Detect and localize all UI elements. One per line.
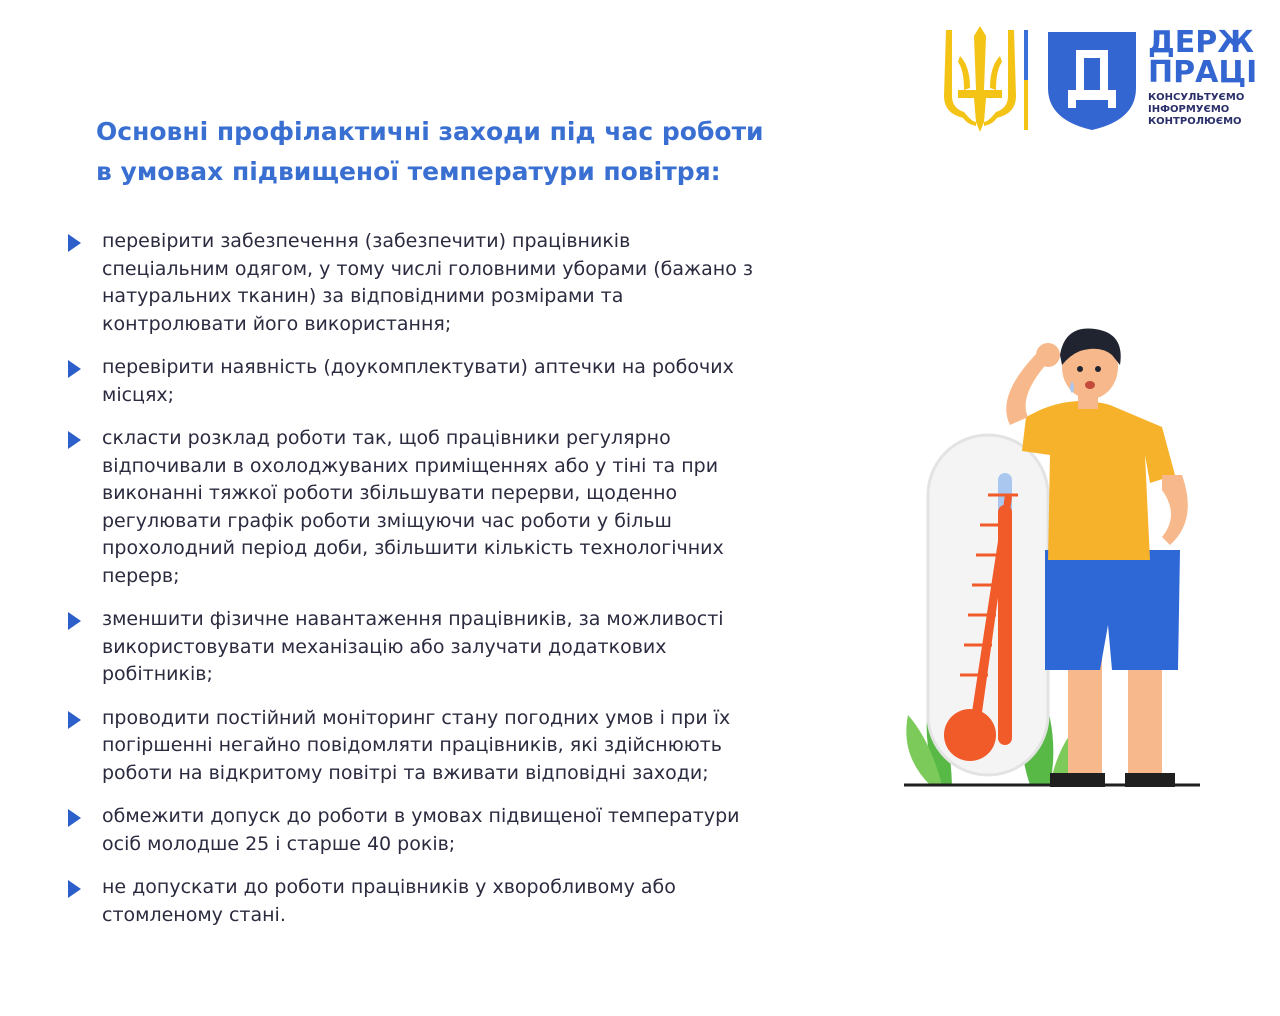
thermometer-icon — [928, 435, 1048, 775]
item-line: місцях; — [102, 383, 175, 406]
item-line: перерв; — [102, 564, 180, 587]
item-line: проводити постійний моніторинг стану погодних умов і при їх — [102, 706, 731, 729]
item-line: перевірити забезпечення (забезпечити) працівників — [102, 230, 631, 252]
item-line: перевірити наявність (доукомплектувати) аптечки на робочих — [102, 356, 734, 378]
list-item — [64, 803, 854, 858]
item-line: відпочивали в охолоджуваних приміщеннях або у тіні та при — [102, 454, 719, 477]
heat-illustration — [900, 325, 1210, 795]
list-item — [64, 874, 854, 929]
title-line-2: в умовах підвищеної температури повітря: — [96, 157, 721, 186]
item-line: прохолодний період доби, збільшити кількість технологічних — [102, 537, 724, 559]
item-line: не допускати до роботи працівників у хворобливому або — [102, 876, 676, 898]
bullet-arrow-icon — [68, 880, 81, 898]
list-item — [64, 354, 854, 409]
title-line-1: Основні профілактичні заходи під час роботи — [96, 117, 764, 146]
list-item — [64, 705, 854, 788]
logo-brand-line1: ДЕРЖ — [1148, 25, 1254, 60]
measures-list — [64, 228, 854, 945]
list-item — [64, 228, 854, 338]
bullet-arrow-icon — [68, 711, 81, 729]
item-line: стомленому стані. — [102, 903, 286, 926]
item-line: зменшити фізичне навантаження працівників, за можливості — [102, 608, 724, 630]
bullet-arrow-icon — [68, 431, 81, 449]
item-line: натуральних тканин) за відповідними розмірами та — [102, 285, 624, 307]
bullet-arrow-icon — [68, 360, 81, 378]
item-line: виконанні тяжкої роботи збільшувати перерви, щоденно — [102, 482, 678, 504]
page-title — [96, 112, 856, 192]
logo-tagline-3: КОНТРОЛЮЄМО — [1148, 116, 1242, 127]
logo-tagline-2: ІНФОРМУЄМО — [1148, 104, 1230, 115]
item-line: обмежити допуск до роботи в умовах підвищеної температури — [102, 805, 740, 827]
item-line: регулювати графік роботи зміщуючи час роботи у більш — [102, 509, 672, 532]
logo-brand-line2: ПРАЦІ — [1148, 55, 1258, 90]
item-line: використовувати механізацію або залучати додаткових — [102, 635, 667, 658]
item-line: скласти розклад роботи так, щоб працівники регулярно — [102, 427, 671, 449]
bullet-arrow-icon — [68, 234, 81, 252]
shield-icon — [1044, 28, 1140, 132]
item-line: спеціальним одягом, у тому числі головними уборами (бажано з — [102, 257, 753, 280]
list-item — [64, 606, 854, 689]
logo-divider — [1024, 30, 1028, 130]
item-line: роботи на відкритому повітрі та вживати відповідні заходи; — [102, 761, 709, 784]
bullet-arrow-icon — [68, 809, 81, 827]
logo-tagline-1: КОНСУЛЬТУЄМО — [1148, 92, 1245, 103]
item-line: погіршенні негайно повідомляти працівників, які здійснюють — [102, 734, 722, 756]
derzhpratsi-logo — [940, 26, 1260, 136]
trident-icon — [940, 26, 1020, 134]
item-line: робітників; — [102, 663, 213, 685]
item-line: контролювати його використання; — [102, 312, 452, 335]
bullet-arrow-icon — [68, 612, 81, 630]
list-item — [64, 425, 854, 590]
item-line: осіб молодше 25 і старше 40 років; — [102, 832, 456, 855]
